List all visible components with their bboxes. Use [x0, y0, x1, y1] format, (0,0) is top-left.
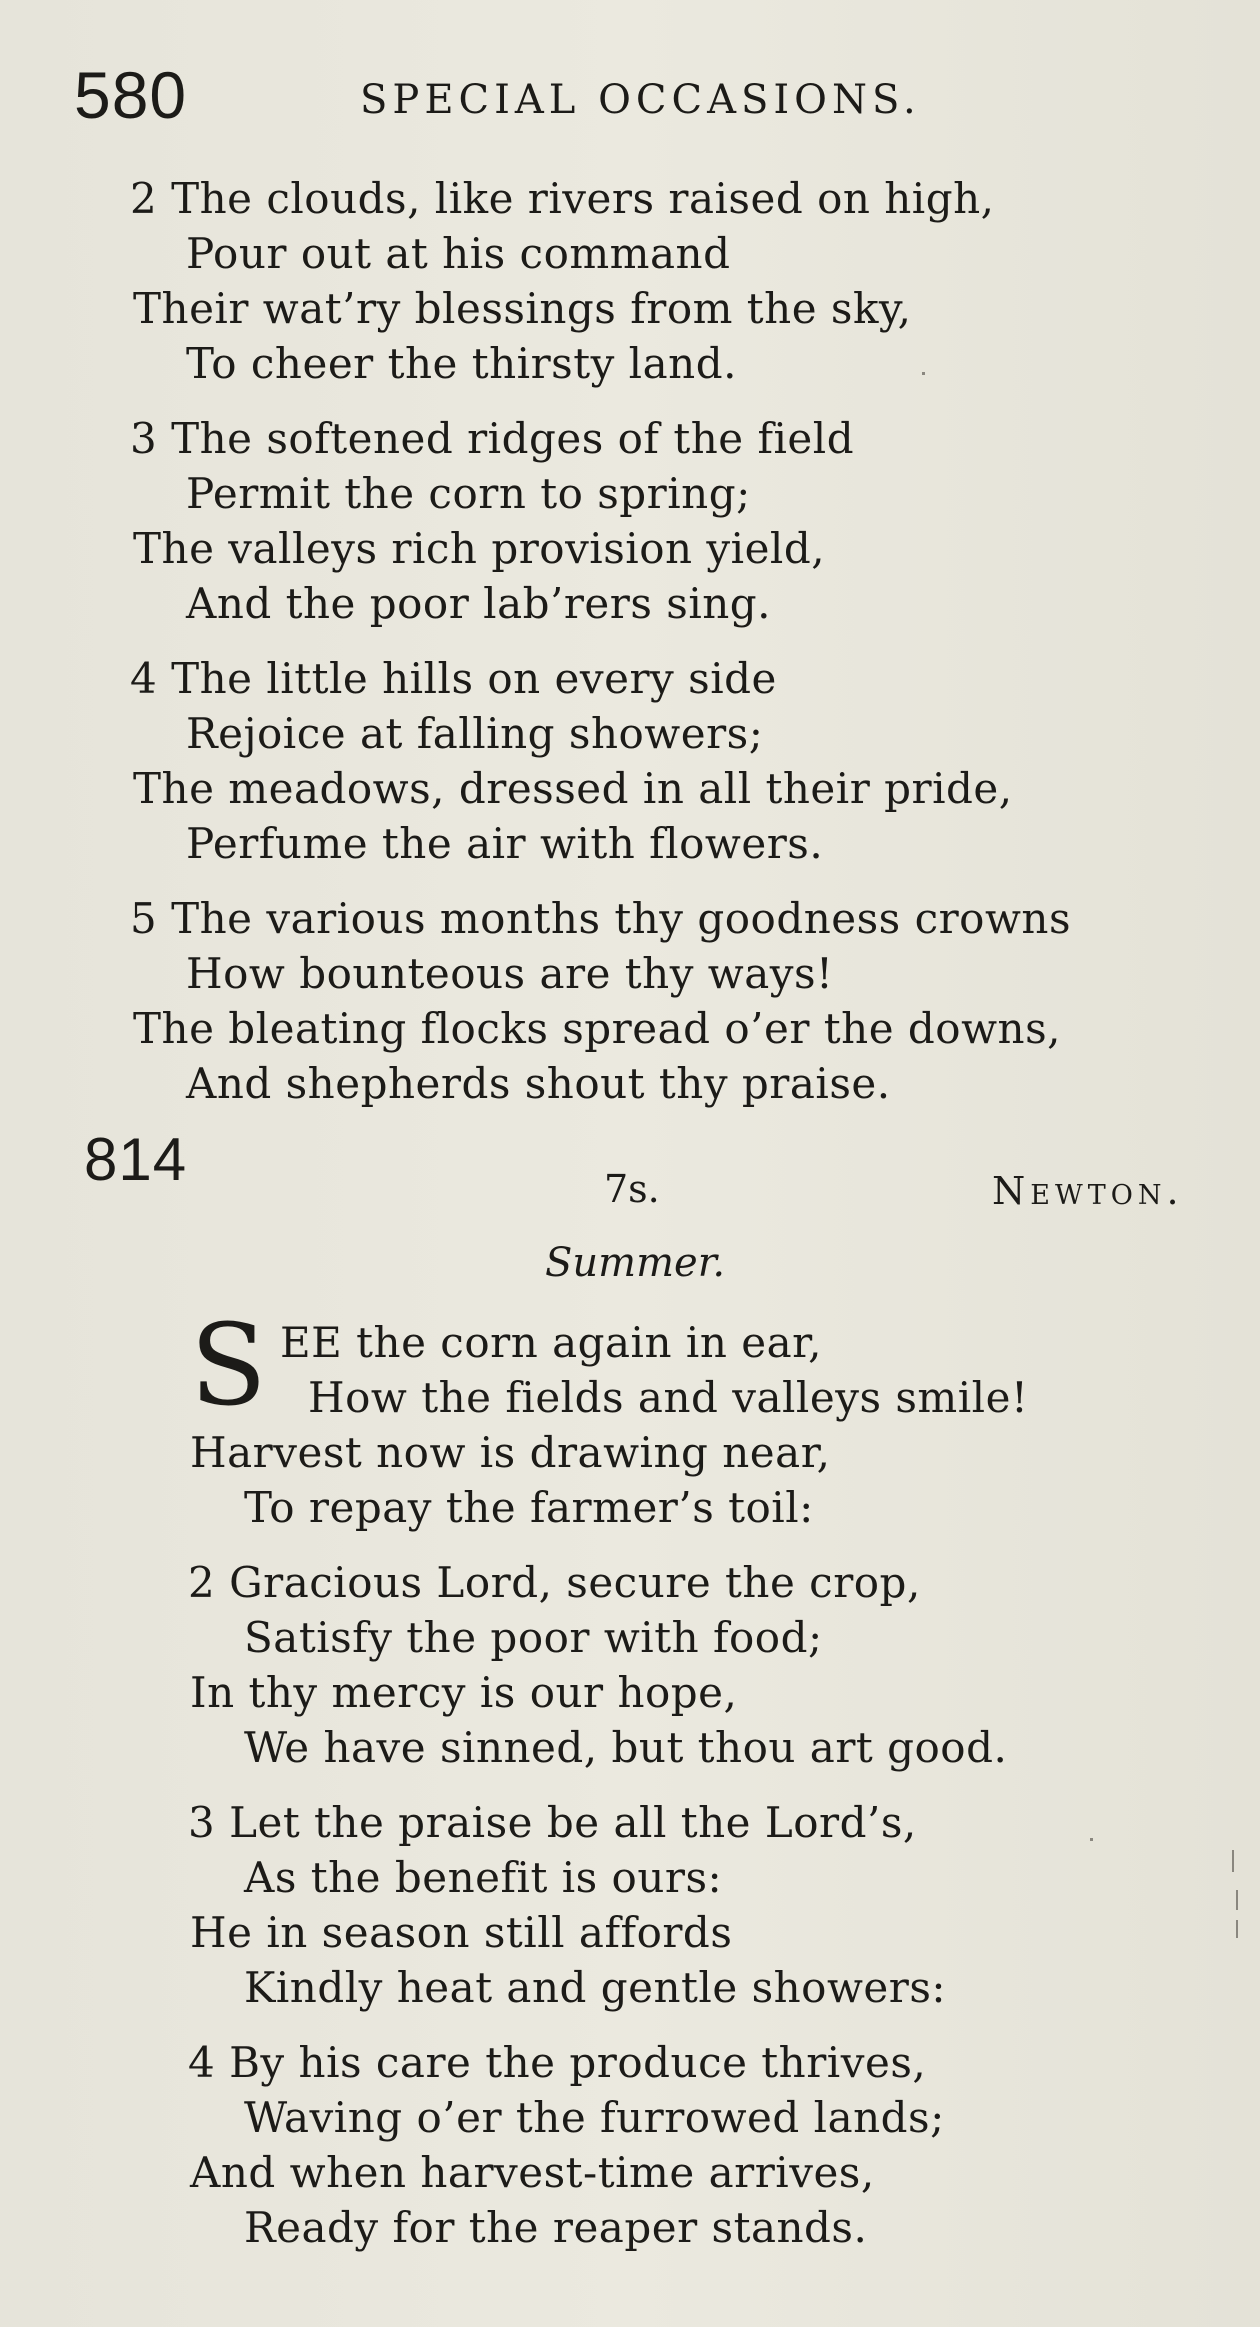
verse-line: 5 The various months thy goodness crowns [130, 894, 1072, 943]
drop-cap: S [190, 1301, 267, 1431]
hymn-number: 814 [84, 1126, 188, 1193]
verse-line: Their wat’ry blessings from the sky, [133, 284, 912, 333]
scan-speck [922, 372, 925, 375]
verse-line: Satisfy the poor with food; [244, 1613, 823, 1662]
verse-line: To repay the farmer’s toil: [244, 1483, 814, 1532]
verse-line: And the poor lab’rers sing. [186, 579, 772, 628]
tune-name: Newton. [992, 1169, 1184, 1213]
verse-line: Permit the corn to spring; [186, 469, 751, 518]
verse-line: 2 The clouds, like rivers raised on high, [130, 174, 995, 223]
verse-line: In thy mercy is our hope, [190, 1668, 738, 1717]
hymn-meter: 7s. [604, 1167, 660, 1211]
verse-line: 4 The little hills on every side [130, 654, 777, 703]
verse-line: 4 By his care the produce thrives, [188, 2038, 927, 2087]
verse-line: The meadows, dressed in all their pride, [133, 764, 1013, 813]
scan-speck [1236, 1890, 1238, 1910]
verse-line: Pour out at his command [186, 229, 731, 278]
scan-speck [1236, 1920, 1238, 1938]
verse-line: 2 Gracious Lord, secure the crop, [188, 1558, 921, 1607]
verse-line: How bounteous are thy ways! [186, 949, 834, 998]
verse-line: Rejoice at falling showers; [186, 709, 764, 758]
scan-speck [1090, 1838, 1093, 1841]
verse-line: EE the corn again in ear, [280, 1318, 822, 1367]
verse-line: Waving o’er the furrowed lands; [244, 2093, 945, 2142]
verse-line: Harvest now is drawing near, [190, 1428, 831, 1477]
verse-line: How the fields and valleys smile! [308, 1373, 1029, 1422]
hymn-subtitle: Summer. [545, 1240, 726, 1286]
verse-line: The bleating flocks spread o’er the downs, [133, 1004, 1061, 1053]
verse-line: 3 The softened ridges of the field [130, 414, 855, 463]
verse-line: We have sinned, but thou art good. [244, 1723, 1008, 1772]
verse-line: To cheer the thirsty land. [186, 339, 737, 388]
page-number: 580 [74, 58, 188, 132]
verse-line: And when harvest-time arrives, [190, 2148, 875, 2197]
verse-line: And shepherds shout thy praise. [186, 1059, 891, 1108]
verse-line: Kindly heat and gentle showers: [244, 1963, 947, 2012]
running-title: SPECIAL OCCASIONS. [360, 77, 921, 123]
verse-line: He in season still affords [190, 1908, 733, 1957]
scan-speck [1232, 1850, 1234, 1872]
verse-line: 3 Let the praise be all the Lord’s, [188, 1798, 917, 1847]
verse-line: Perfume the air with flowers. [186, 819, 824, 868]
verse-line: As the benefit is ours: [244, 1853, 723, 1902]
verse-line: The valleys rich provision yield, [133, 524, 826, 573]
verse-line: Ready for the reaper stands. [244, 2203, 868, 2252]
